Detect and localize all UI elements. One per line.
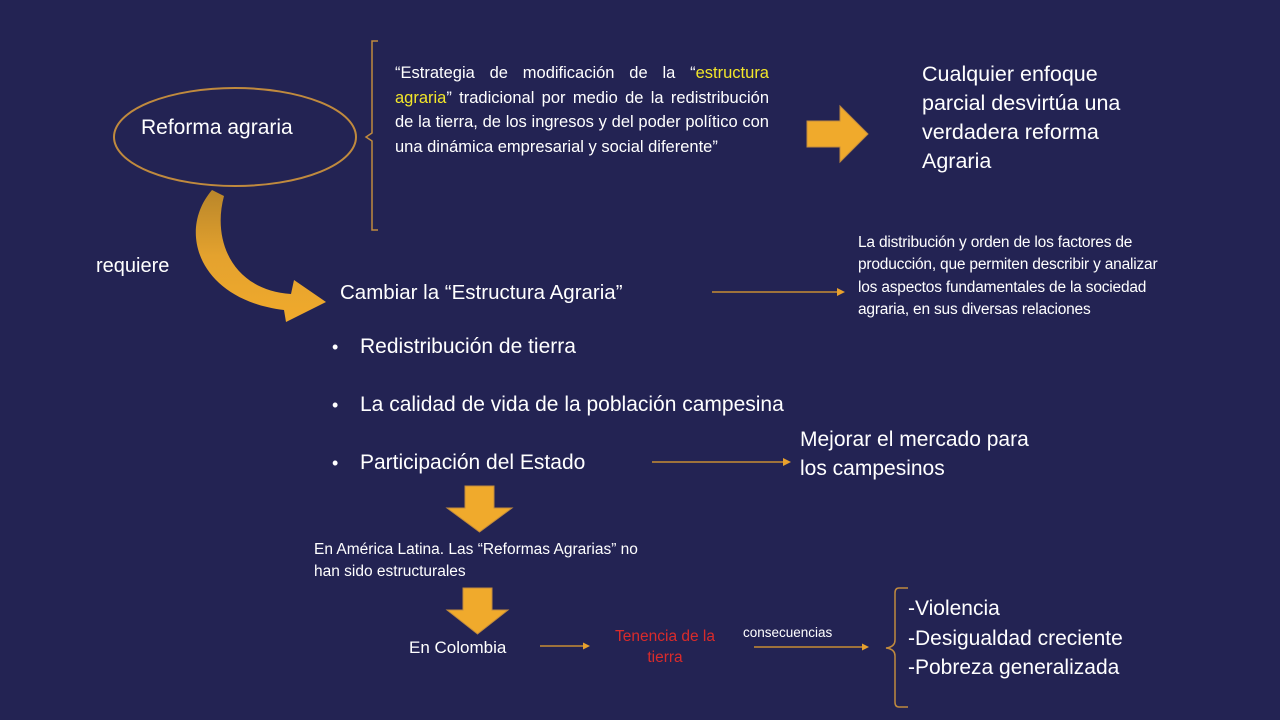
cambiar-estructura-label: Cambiar la “Estructura Agraria”	[340, 281, 623, 304]
definition-highlight: estructura agraria	[395, 64, 769, 107]
arrowhead-mejorar	[783, 458, 791, 466]
list-bracket	[886, 588, 908, 707]
definition-part-2: ” tradicional por medio de la redistribución de la tierra, de los ingresos y del poder político con una dinámica empresarial y social diferente”	[395, 88, 769, 156]
america-latina-text: En América Latina. Las “Reformas Agrarias” no han sido estructurales	[314, 541, 638, 580]
block-arrow-right	[807, 106, 868, 162]
colombia-label: En Colombia	[409, 638, 507, 657]
definition-bracket	[366, 41, 378, 230]
bullet-item: • Redistribución de tierra	[332, 330, 784, 388]
consequence-item: -Pobreza generalizada	[908, 656, 1120, 679]
curved-arrow	[196, 190, 326, 322]
consequences-list	[908, 594, 1123, 683]
distribucion-text: La distribución y orden de los factores de producción, que permiten describir y analizar los aspectos fundamentales de la sociedad agraria, en sus diversas relaciones	[858, 234, 1158, 318]
tenencia-label: Tenencia de la tierra	[615, 628, 715, 666]
bullet-list	[332, 330, 784, 504]
consequence-item: -Desigualdad creciente	[908, 626, 1123, 650]
block-arrow-down-2	[447, 588, 508, 634]
mejorar-text: Mejorar el mercado para los campesinos	[800, 428, 1029, 480]
cualquier-text: Cualquier enfoque parcial desvirtúa una verdadera reforma Agraria	[922, 62, 1121, 173]
requiere-label: requiere	[96, 255, 170, 277]
reforma-label: Reforma agraria	[141, 116, 293, 139]
arrowhead-tenencia	[583, 643, 590, 650]
arrowhead-distribucion	[837, 288, 845, 296]
consequence-item: -Violencia	[908, 597, 1000, 620]
arrowhead-lista	[862, 644, 869, 651]
consecuencias-label: consecuencias	[743, 625, 833, 640]
bullet-item: • Participación del Estado	[332, 446, 784, 504]
bullet-item: • La calidad de vida de la población campesina	[332, 388, 784, 446]
definition-text	[395, 61, 769, 159]
definition-part-1: “Estrategia de modificación de la “	[395, 64, 696, 82]
